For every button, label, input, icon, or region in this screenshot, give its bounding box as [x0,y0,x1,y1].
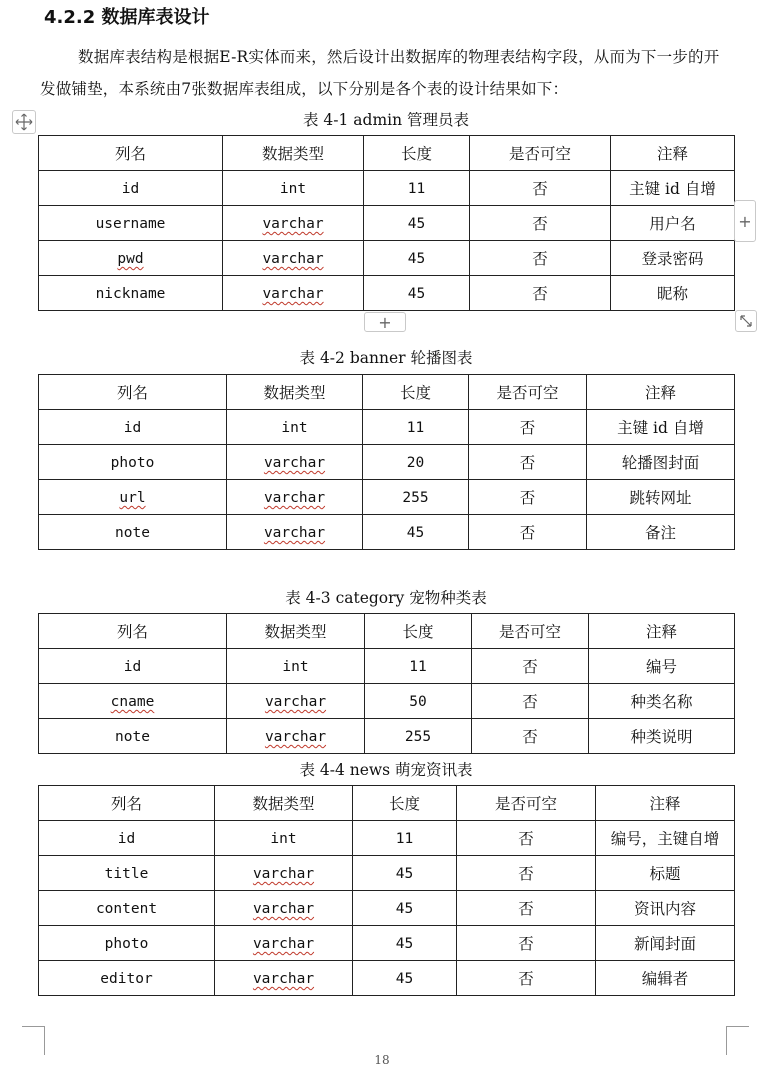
cell-comment [596,821,735,856]
crop-mark-right [726,1026,749,1055]
cell-text: 50 [409,694,427,710]
cell-text: photo [104,936,149,952]
cell-nullable [469,515,587,550]
cell-text: 20 [406,455,425,471]
cell-text: 种类说明 [630,728,693,746]
cell-nullable [470,206,611,241]
cell-length [353,961,457,996]
table-resize-handle[interactable] [735,310,757,332]
cell-column-name [39,206,223,241]
intro-paragraph: 数据库表结构是根据E-R实体而来，然后设计出数据库的物理表结构字段，从而为下一步的开发做铺垫，本系统由7张数据库表组成，以下分别是各个表的设计结果如下： [40,48,720,98]
cell-column-name [39,856,215,891]
table-row [39,171,735,206]
cell-text: varchar [262,216,324,232]
cell-length [363,445,469,480]
cell-column-name [39,410,227,445]
table-row [39,206,735,241]
cell-text: 资讯内容 [633,900,696,918]
cell-length [353,926,457,961]
cell-comment [589,719,735,754]
cell-text: note [115,729,150,745]
cell-text: cname [110,694,155,710]
table-banner [38,374,735,550]
cell-text: varchar [264,729,327,745]
cell-text: nickname [95,286,166,302]
table-admin [38,135,735,311]
cell-text: 否 [518,865,534,883]
table-row [39,410,735,445]
cell-text: 否 [532,180,548,198]
table-row [39,241,735,276]
table-caption-category: 表 4-3 category 宠物种类表 [285,589,487,607]
cell-length [364,241,470,276]
cell-length [365,649,472,684]
cell-text: editor [100,971,153,987]
cell-text: id [123,420,142,436]
cell-text: varchar [252,971,315,987]
cell-length [353,856,457,891]
cell-text: varchar [263,455,326,471]
cell-text: varchar [263,490,326,506]
cell-length [364,171,470,206]
cell-text: varchar [263,525,326,541]
header-nullable: 是否可空 [472,614,589,649]
table-row [39,856,735,891]
header-comment: 注释 [587,375,735,410]
header-length: 长度 [353,786,457,821]
add-column-button[interactable] [734,200,756,242]
cell-length [365,719,472,754]
cell-column-name [39,276,223,311]
table-row [39,891,735,926]
cell-text: varchar [252,901,315,917]
cell-text: 45 [407,286,426,302]
cell-text: varchar [264,694,327,710]
cell-text: varchar [262,286,324,302]
cell-text: 否 [519,524,536,542]
cell-text: 45 [395,866,414,882]
cell-column-name [39,241,223,276]
header-nullable: 是否可空 [457,786,596,821]
cell-text: int [281,420,308,436]
cell-text: 用户名 [649,215,696,233]
table-row [39,719,735,754]
cell-length [364,206,470,241]
cell-comment [611,206,735,241]
cell-nullable [472,684,589,719]
cell-nullable [457,961,596,996]
section-heading: 4.2.2 数据库表设计 [44,7,210,28]
cell-text: 否 [519,454,536,472]
cell-column-name [39,684,227,719]
cell-data-type [215,856,353,891]
table-row [39,515,735,550]
table-move-handle[interactable] [12,110,36,134]
cell-column-name [39,719,227,754]
cell-length [364,276,470,311]
header-column-name: 列名 [39,614,227,649]
cell-text: url [119,490,146,506]
cell-text: 轮播图封面 [621,454,700,472]
header-comment: 注释 [589,614,735,649]
move-icon [15,113,33,131]
cell-text: 255 [404,729,432,745]
cell-text: 编号 [645,658,677,676]
table-row [39,445,735,480]
cell-nullable [457,926,596,961]
header-length: 长度 [365,614,472,649]
cell-text: username [95,216,166,232]
add-row-button[interactable] [364,312,406,332]
table-header-row [39,786,735,821]
cell-nullable [469,445,587,480]
cell-nullable [470,241,611,276]
cell-column-name [39,961,215,996]
cell-text: 否 [522,693,538,711]
cell-text: 备注 [644,524,676,542]
table-row [39,821,735,856]
cell-comment [589,684,735,719]
table-caption-news: 表 4-4 news 萌宠资讯表 [299,761,473,779]
cell-column-name [39,445,227,480]
header-data-type: 数据类型 [223,136,364,171]
cell-text: 主键 id 自增 [629,180,716,198]
cell-text: 11 [406,420,425,436]
crop-mark-left [22,1026,45,1055]
cell-text: 新闻封面 [633,935,696,953]
cell-nullable [457,821,596,856]
cell-text: varchar [252,936,315,952]
cell-nullable [457,891,596,926]
cell-comment [596,891,735,926]
cell-text: note [115,525,150,541]
cell-text: 否 [532,215,548,233]
table-category [38,613,735,754]
cell-column-name [39,171,223,206]
table-header-row [39,614,735,649]
cell-data-type [227,445,363,480]
cell-comment [611,171,735,206]
cell-text: 登录密码 [641,250,704,268]
cell-text: id [123,659,142,675]
table-caption-admin: 表 4-1 admin 管理员表 [302,111,470,129]
cell-column-name [39,821,215,856]
cell-text: 跳转网址 [629,489,692,507]
cell-text: 标题 [649,865,681,883]
cell-column-name [39,926,215,961]
cell-data-type [223,171,364,206]
cell-length [363,410,469,445]
cell-comment [587,445,735,480]
header-data-type: 数据类型 [227,614,365,649]
cell-text: 否 [518,830,534,848]
cell-text: 昵称 [656,285,688,303]
cell-text: 否 [532,250,548,268]
cell-comment [596,926,735,961]
header-length: 长度 [364,136,470,171]
cell-text: 种类名称 [630,693,693,711]
header-column-name: 列名 [39,136,223,171]
cell-text: 主键 id 自增 [617,419,704,437]
table-row [39,684,735,719]
table-row [39,649,735,684]
cell-column-name [39,515,227,550]
cell-text: content [95,901,158,917]
cell-length [363,515,469,550]
table-row [39,961,735,996]
header-nullable: 是否可空 [469,375,587,410]
cell-text: 编辑者 [641,970,689,988]
cell-text: 否 [518,935,534,953]
cell-text: 45 [406,525,425,541]
cell-text: photo [110,455,155,471]
cell-nullable [470,276,611,311]
cell-comment [596,961,735,996]
cell-data-type [223,276,364,311]
plus-icon: + [378,312,392,332]
cell-text: 否 [519,419,536,437]
cell-text: int [282,659,309,675]
cell-data-type [223,206,364,241]
header-comment: 注释 [611,136,735,171]
table-caption-banner: 表 4-2 banner 轮播图表 [299,349,473,367]
header-comment: 注释 [596,786,735,821]
cell-length [353,821,457,856]
cell-length [353,891,457,926]
cell-text: 45 [395,901,414,917]
cell-text: int [270,831,297,847]
cell-text: 11 [407,181,426,197]
cell-text: 45 [395,936,414,952]
cell-text: 否 [518,970,534,988]
cell-text: 45 [407,216,426,232]
cell-nullable [469,480,587,515]
cell-comment [587,515,735,550]
cell-data-type [227,515,363,550]
cell-nullable [469,410,587,445]
cell-text: 编号，主键自增 [610,830,720,848]
cell-nullable [470,171,611,206]
cell-text: 否 [532,285,548,303]
resize-icon [739,314,753,328]
table-header-row [39,375,735,410]
table-row [39,926,735,961]
cell-nullable [472,649,589,684]
cell-comment [589,649,735,684]
cell-data-type [215,821,353,856]
table-header-row [39,136,735,171]
table-row [39,480,735,515]
cell-comment [596,856,735,891]
header-data-type: 数据类型 [227,375,363,410]
table-news [38,785,735,996]
cell-comment [611,241,735,276]
cell-text: 255 [402,490,429,506]
header-column-name: 列名 [39,786,215,821]
cell-text: 否 [519,489,536,507]
header-length: 长度 [363,375,469,410]
cell-nullable [472,719,589,754]
cell-text: pwd [117,251,144,267]
cell-data-type [215,961,353,996]
cell-text: int [279,181,307,197]
cell-comment [587,410,735,445]
cell-data-type [227,480,363,515]
header-data-type: 数据类型 [215,786,353,821]
cell-nullable [457,856,596,891]
page-number: 18 [374,1053,390,1067]
cell-comment [611,276,735,311]
cell-data-type [215,891,353,926]
cell-text: varchar [262,251,324,267]
cell-length [365,684,472,719]
cell-column-name [39,480,227,515]
cell-text: 45 [395,971,414,987]
cell-text: 否 [522,658,538,676]
table-row [39,276,735,311]
cell-length [363,480,469,515]
cell-comment [587,480,735,515]
header-column-name: 列名 [39,375,227,410]
cell-text: 11 [409,659,427,675]
cell-data-type [227,410,363,445]
cell-column-name [39,891,215,926]
cell-text: id [121,181,140,197]
plus-icon: + [738,211,752,231]
cell-column-name [39,649,227,684]
cell-data-type [227,684,365,719]
cell-text: varchar [252,866,315,882]
cell-text: 45 [407,251,426,267]
cell-text: 否 [518,900,534,918]
cell-data-type [215,926,353,961]
cell-data-type [227,649,365,684]
header-nullable: 是否可空 [470,136,611,171]
cell-text: title [104,866,149,882]
cell-data-type [227,719,365,754]
cell-data-type [223,241,364,276]
cell-text: id [117,831,136,847]
cell-text: 11 [395,831,414,847]
cell-text: 否 [522,728,538,746]
